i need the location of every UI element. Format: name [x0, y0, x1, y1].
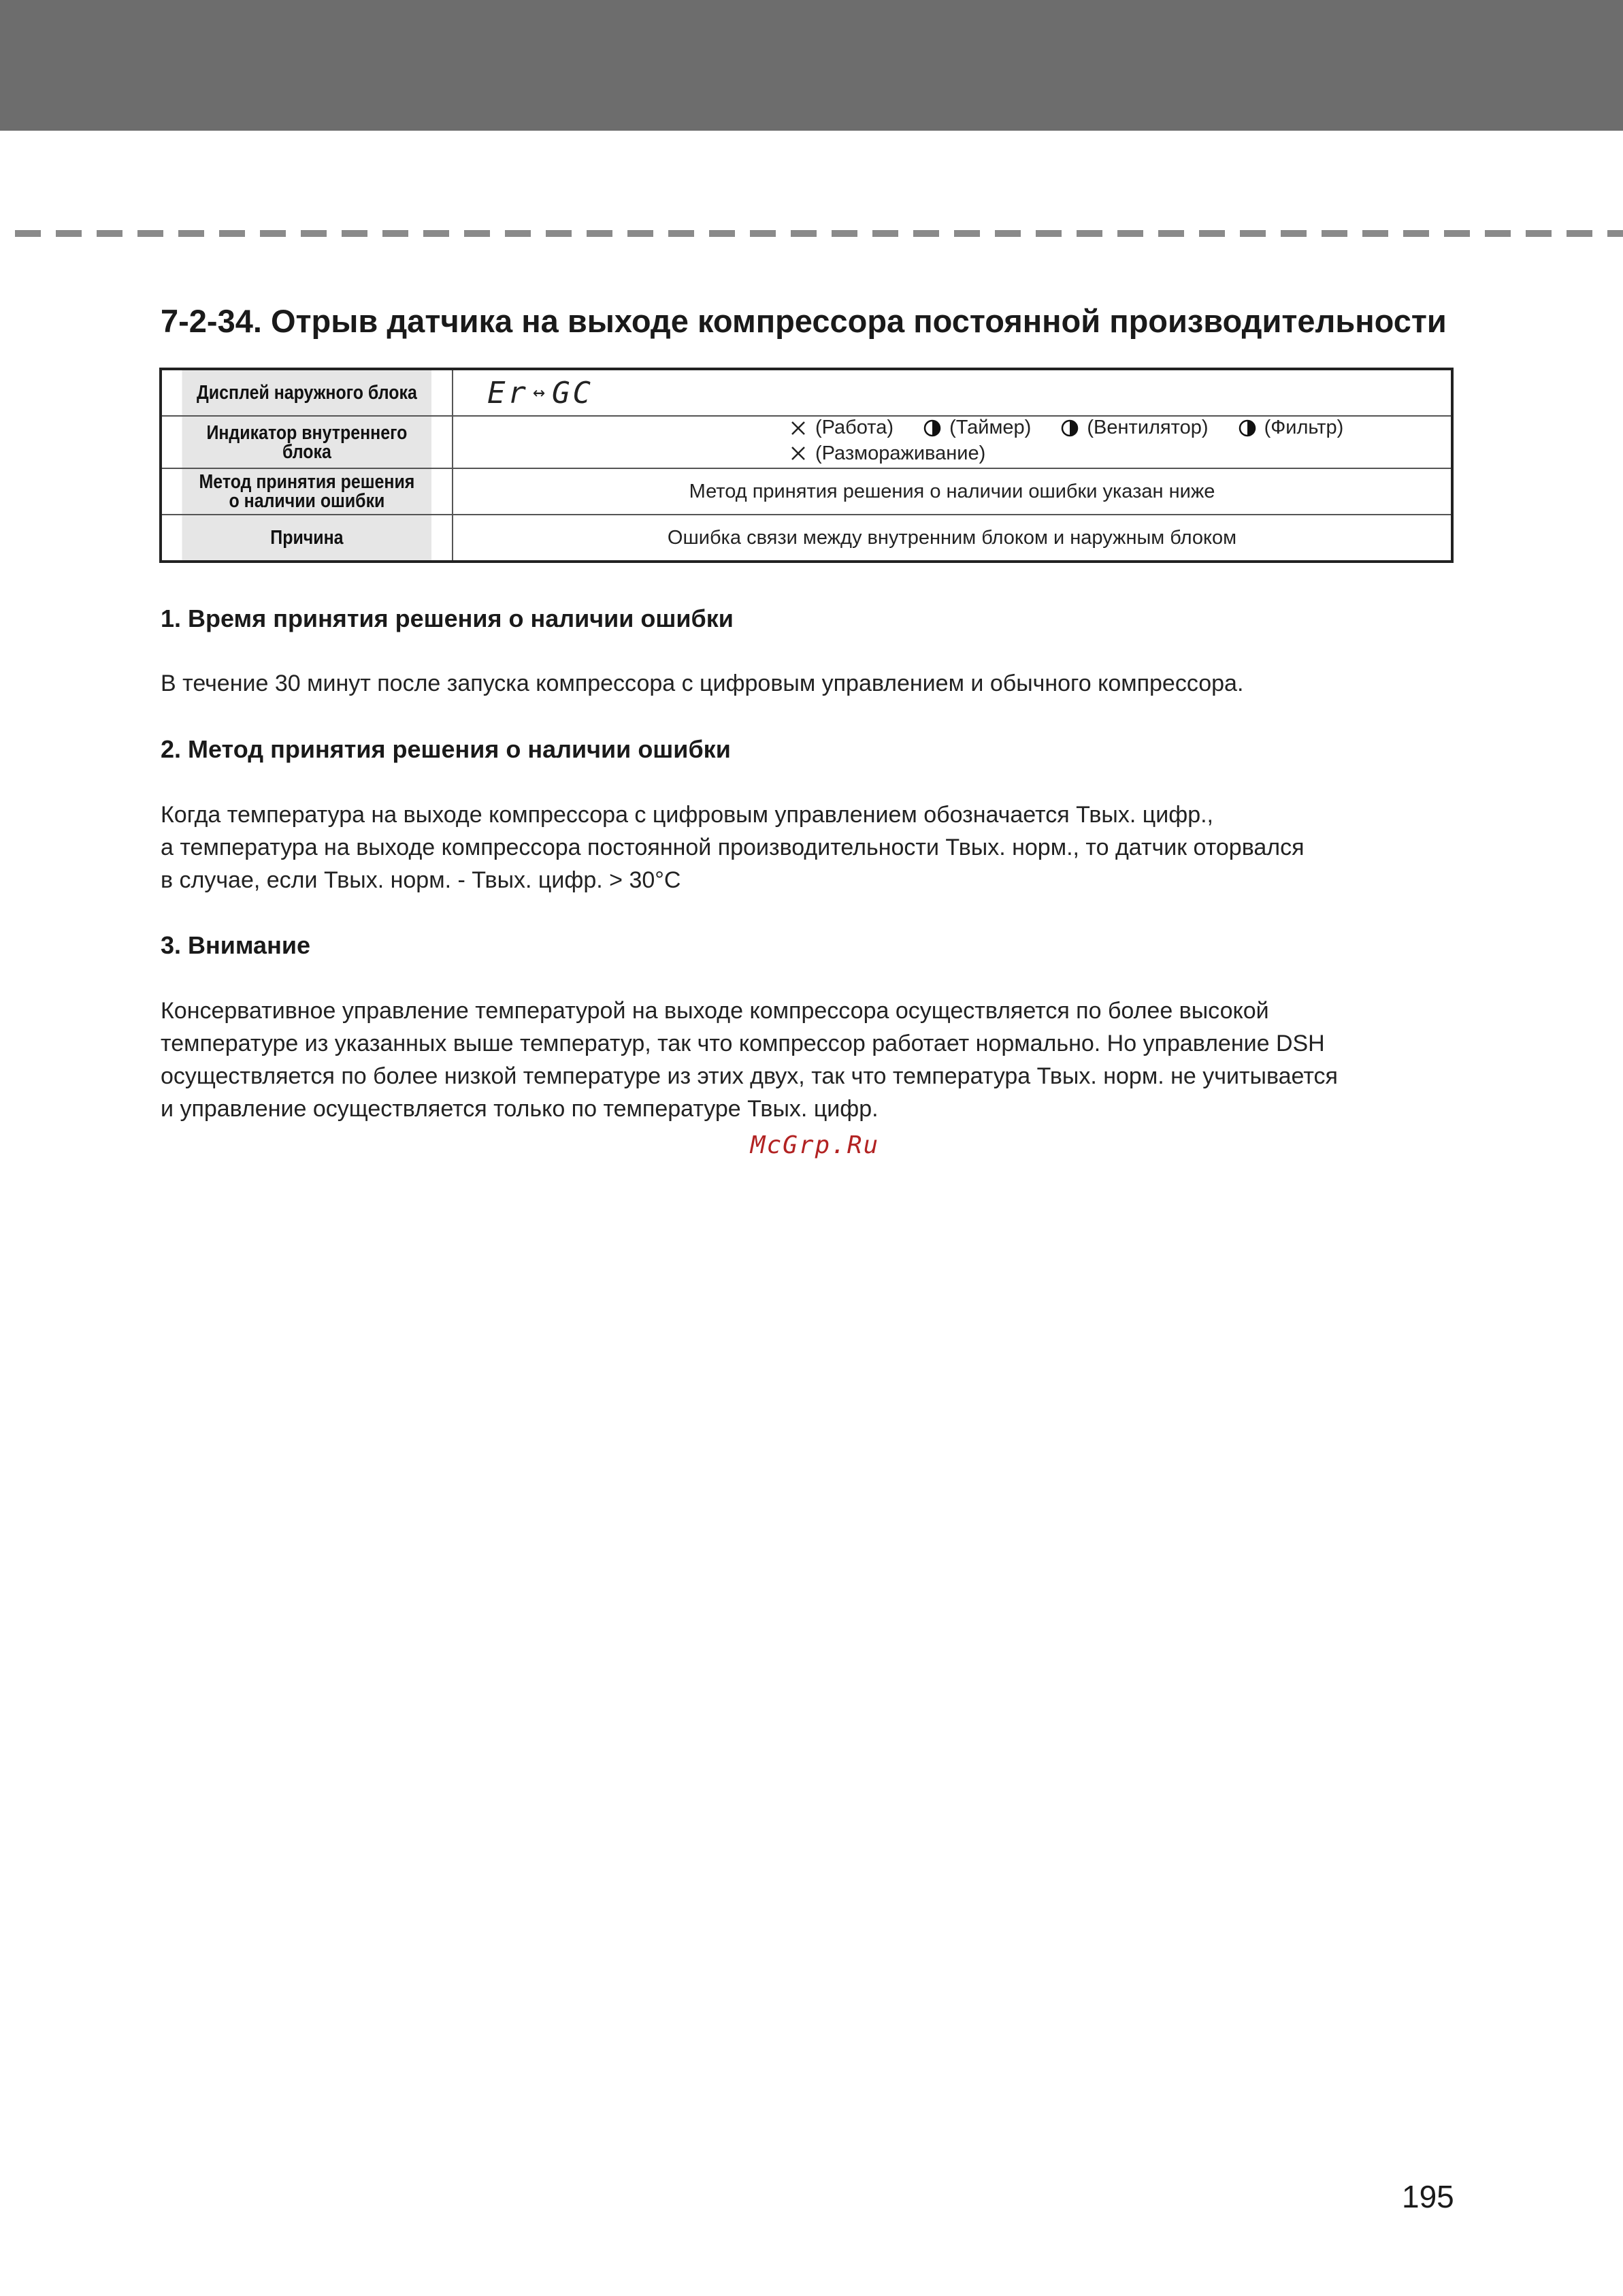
table-row	[161, 369, 1452, 416]
x-icon	[789, 419, 807, 437]
text-line: осуществляется по более низкой температуре из этих двух, так что температура Твых. норм. не учитывается	[161, 1063, 1338, 1089]
row-label-cause: Причина	[181, 515, 432, 562]
page-number: 195	[1402, 2179, 1454, 2214]
indicator-label: (Размораживание)	[815, 442, 986, 464]
text-line: Консервативное управление температурой на выходе компрессора осуществляется по более высокой	[161, 998, 1269, 1024]
paragraph-attention	[161, 995, 1338, 1125]
text-line: а температура на выходе компрессора постоянной производительности Твых. норм., то датчик оторвался	[161, 835, 1305, 860]
table-row	[161, 468, 1452, 515]
indicator-label: (Таймер)	[949, 417, 1032, 438]
watermark-text: McGrp.Ru	[750, 1131, 880, 1159]
indoor-indicator-value	[453, 416, 1452, 468]
display-code-left: Er	[487, 375, 529, 410]
heading-decision-time: 1. Время принятия решения о наличии ошибки	[161, 604, 734, 632]
row-label-outdoor-display: Дисплей наружного блока	[181, 369, 432, 416]
half-circle-icon	[923, 419, 941, 437]
row-label-line: Метод принятия решения	[199, 471, 415, 493]
paragraph-decision-time	[161, 667, 1243, 700]
segment-display	[487, 376, 593, 410]
dashed-divider	[15, 230, 1623, 237]
top-header-bar	[0, 0, 1623, 131]
indicator-filter	[1239, 417, 1344, 439]
x-icon	[789, 444, 807, 462]
text-line: температуре из указанных выше температур, так что компрессор работает нормально. Но управление DSH	[161, 1031, 1325, 1056]
row-label-indoor-indicator: Индикатор внутреннего блока	[181, 416, 432, 468]
heading-attention: 3. Внимание	[161, 931, 310, 959]
text-line: В течение 30 минут после запуска компрессора с цифровым управлением и обычного компрессора.	[161, 670, 1244, 696]
error-info-table	[159, 368, 1454, 563]
outdoor-display-value	[453, 369, 1452, 416]
indicator-defrost	[789, 442, 985, 465]
indicator-fan	[1061, 417, 1208, 439]
section-title: 7-2-34. Отрыв датчика на выходе компрессора постоянной производительности	[161, 303, 1447, 339]
display-code-right: GC	[552, 375, 594, 410]
cause-value: Ошибка связи между внутренним блоком и наружным блоком	[453, 515, 1452, 562]
detection-method-value: Метод принятия решения о наличии ошибки указан ниже	[453, 468, 1452, 515]
indicator-operation	[789, 417, 894, 439]
text-line: и управление осуществляется только по температуре Твых. цифр.	[161, 1096, 879, 1122]
row-label-detection-method	[181, 468, 432, 515]
half-circle-icon	[1061, 419, 1079, 437]
indicator-label: (Вентилятор)	[1087, 417, 1209, 438]
indicator-label: (Работа)	[815, 417, 894, 438]
heading-detection-method: 2. Метод принятия решения о наличии ошибки	[161, 735, 731, 763]
indicator-label: (Фильтр)	[1264, 417, 1344, 438]
row-label-line: о наличии ошибки	[229, 490, 385, 512]
text-line: в случае, если Твых. норм. - Твых. цифр. > 30°C	[161, 867, 681, 893]
text-line: Когда температура на выходе компрессора с цифровым управлением обозначается Твых. цифр.,	[161, 802, 1213, 828]
display-arrow: ↔	[532, 380, 548, 404]
table-row	[161, 515, 1452, 562]
indicator-timer	[923, 417, 1031, 439]
table-row	[161, 416, 1452, 468]
paragraph-detection-method	[161, 798, 1305, 896]
half-circle-icon	[1239, 419, 1256, 437]
